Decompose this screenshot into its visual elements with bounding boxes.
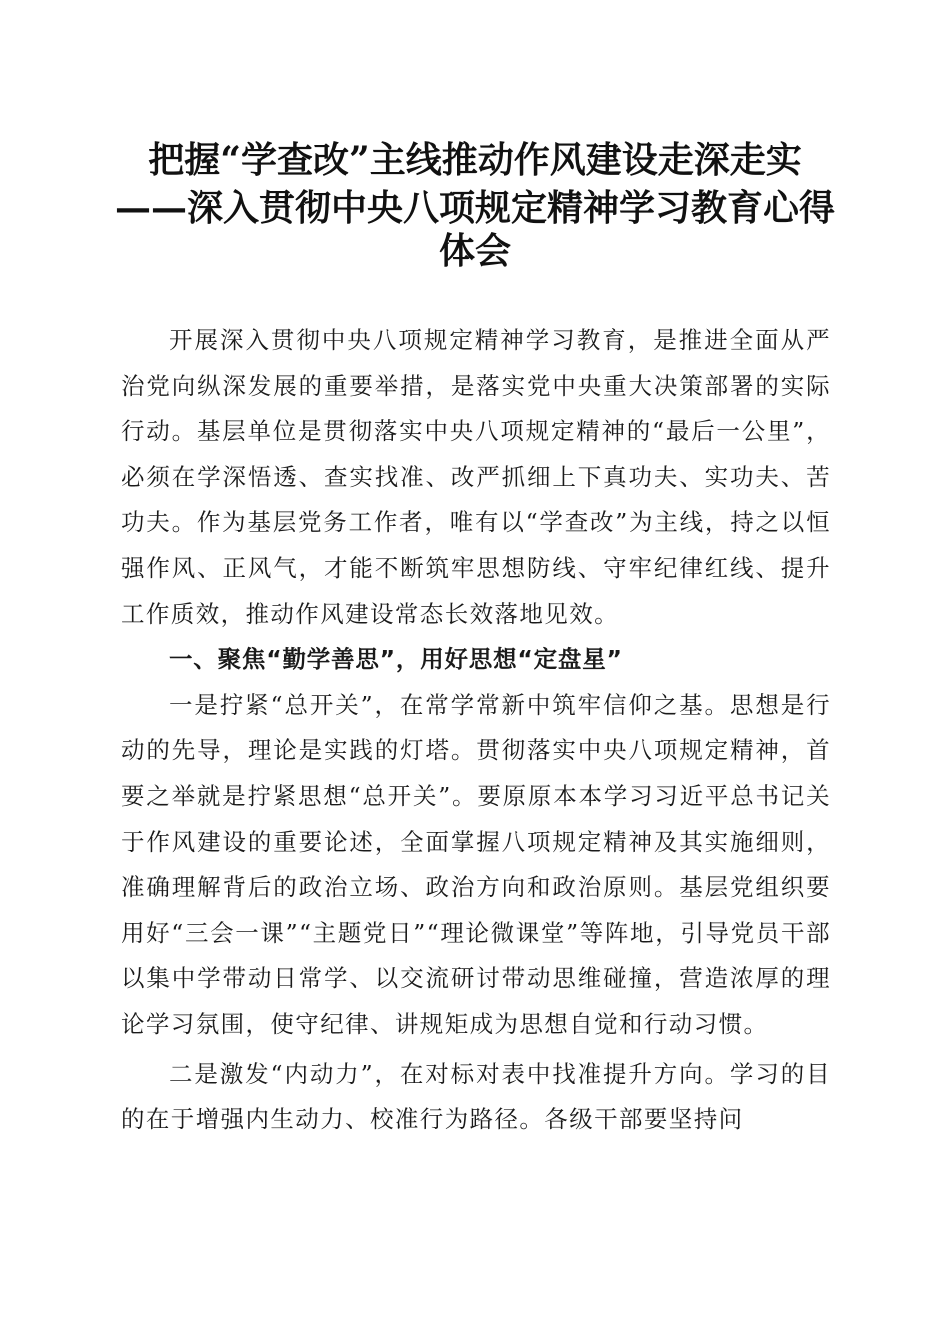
section-heading-1: 一、聚焦“勤学善思”，用好思想“定盘星”: [169, 645, 623, 674]
document-body: [121, 318, 831, 1143]
intro-paragraph: 开展深入贯彻中央八项规定精神学习教育，是推进全面从严治党向纵深发展的重要举措，是落实党中央重大决策部署的实际行动。基层单位是贯彻落实中央八项规定精神的“最后一公里”，必须在学深悟透、查实找准、改严抓细上下真功夫、实功夫、苦功夫。作为基层党务工作者，唯有以“学查改”为主线，持之以恒强作风、正风气，才能不断筑牢思想防线、守牢纪律红线、提升工作质效，推动作风建设常态长效落地见效。: [121, 326, 831, 628]
document-subtitle-line-2: 体会: [438, 230, 511, 272]
document-subtitle-line-1: ——深入贯彻中央八项规定精神学习教育心得: [114, 187, 835, 229]
body-paragraph-2: 二是激发“内动力”，在对标对表中找准提升方向。学习的目的在于增强内生动力、校准行为路径。各级干部要坚持问: [121, 1059, 831, 1134]
document-title-line-1: 把握“学查改”主线推动作风建设走深走实: [148, 139, 802, 181]
body-paragraph-1: 一是拧紧“总开关”，在常学常新中筑牢信仰之基。思想是行动的先导，理论是实践的灯塔。贯彻落实中央八项规定精神，首要之举就是拧紧思想“总开关”。要原原本本学习习近平总书记关于作风建设的重要论述，全面掌握八项规定精神及其实施细则，准确理解背后的政治立场、政治方向和政治原则。基层党组织要用好“三会一课”“主题党日”“理论微课堂”等阵地，引导党员干部以集中学带动日常学、以交流研讨带动思维碰撞，营造浓厚的理论学习氛围，使守纪律、讲规矩成为思想自觉和行动习惯。: [121, 690, 831, 1038]
